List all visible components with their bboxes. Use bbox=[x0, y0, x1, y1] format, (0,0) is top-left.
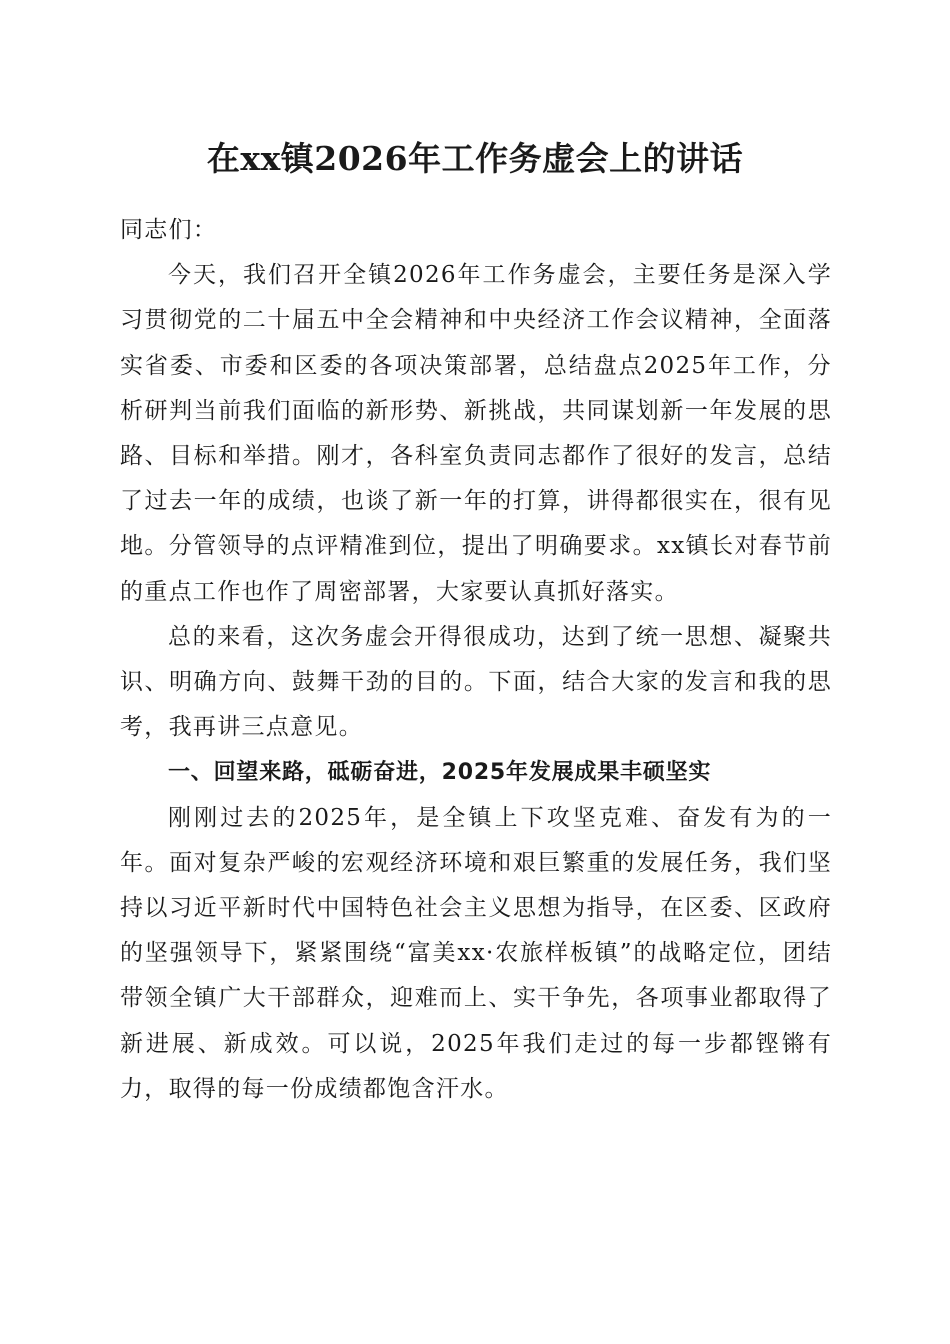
opening-paragraph: 今天，我们召开全镇2026年工作务虚会，主要任务是深入学习贯彻党的二十届五中全会精神和中央经济工作会议精神，全面落实省委、市委和区委的各项决策部署，总结盘点2025年工作，分析研判当前我们面临的新形势、新挑战，共同谋划新一年发展的思路、目标和举措。刚才，各科室负责同志都作了很好的发言，总结了过去一年的成绩，也谈了新一年的打算，讲得都很实在，很有见地。分管领导的点评精准到位，提出了明确要求。xx镇长对春节前的重点工作也作了周密部署，大家要认真抓好落实。 bbox=[120, 262, 832, 605]
summary-paragraph: 总的来看，这次务虚会开得很成功，达到了统一思想、凝聚共识、明确方向、鼓舞干劲的目的。下面，结合大家的发言和我的思考，我再讲三点意见。 bbox=[120, 623, 832, 741]
salutation: 同志们： bbox=[120, 217, 218, 243]
document-title: 在xx镇2026年工作务虚会上的讲话 bbox=[206, 139, 744, 178]
document-body bbox=[120, 208, 832, 1112]
section-1-paragraph: 刚刚过去的2025年，是全镇上下攻坚克难、奋发有为的一年。面对复杂严峻的宏观经济环境和艰巨繁重的发展任务，我们坚持以习近平新时代中国特色社会主义思想为指导，在区委、区政府的坚强领导下，紧紧围绕“富美xx·农旅样板镇”的战略定位，团结带领全镇广大干部群众，迎难而上、实干争先，各项事业都取得了新进展、新成效。可以说，2025年我们走过的每一步都铿锵有力，取得的每一份成绩都饱含汗水。 bbox=[120, 804, 832, 1102]
section-heading-1: 一、回望来路，砥砺奋进，2025年发展成果丰硕坚实 bbox=[168, 760, 712, 786]
